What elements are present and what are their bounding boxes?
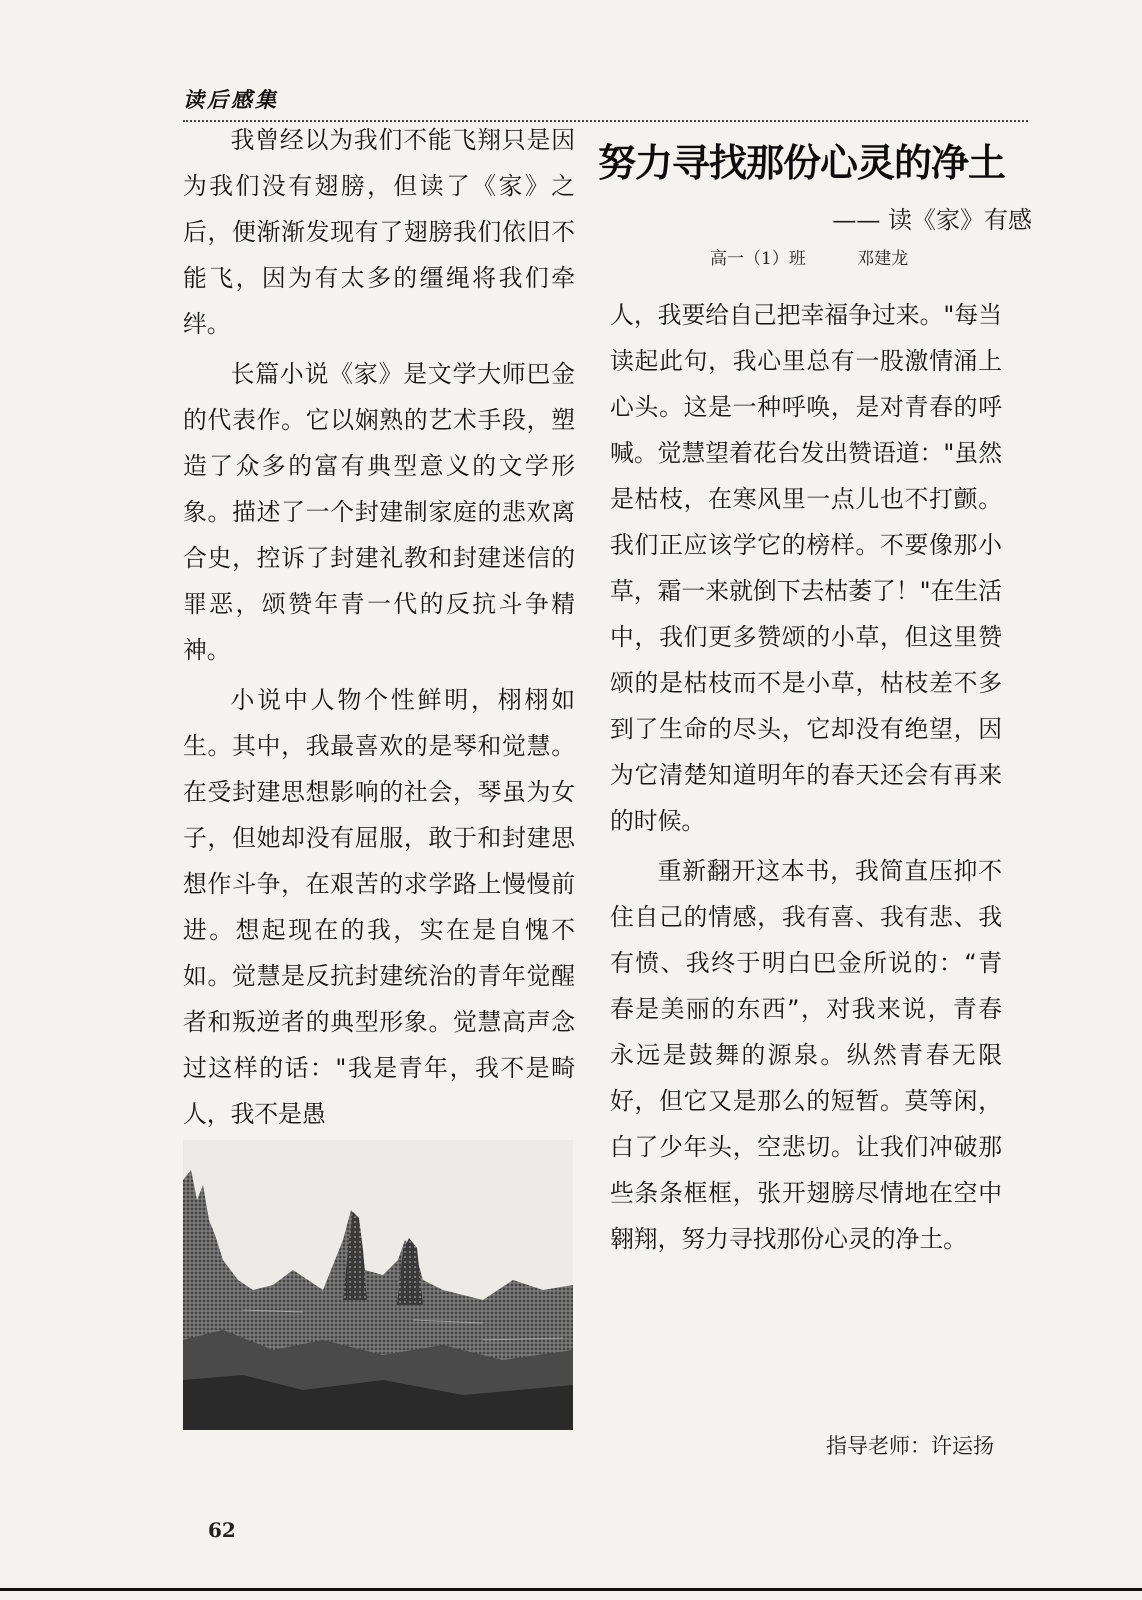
article-title: 努力寻找那份心灵的净土 xyxy=(598,141,1006,185)
right-column xyxy=(610,292,1002,1266)
paragraph: 人，我要给自己把幸福争过来。"每当读起此句，我心里总有一股激情涌上心头。这是一种呼唤，是对青春的呼喊。觉慧望着花台发出赞语道："虽然是枯枝，在寒风里一点儿也不打颤。我们正应该学它的榜样。不要像那小草，霜一来就倒下去枯萎了！"在生活中，我们更多赞颂的小草，但这里赞颂的是枯枝而不是小草，枯枝差不多到了生命的尽头，它却没有绝望，因为它清楚知道明年的春天还会有再来的时候。 xyxy=(610,301,1002,835)
paragraph: 我曾经以为我们不能飞翔只是因为我们没有翅膀，但读了《家》之后，便渐渐发现有了翅膀我们依旧不能飞，因为有太多的缰绳将我们牵绊。 xyxy=(183,126,575,338)
paragraph: 重新翻开这本书，我简直压抑不住自己的情感，我有喜、我有悲、我有愤、我终于明白巴金所说的：“青春是美丽的东西”，对我来说，青春永远是鼓舞的源泉。纵然青春无限好，但它又是那么的短暂。莫等闲，白了少年头，空悲切。让我们冲破那些条条框框，张开翅膀尽情地在空中翱翔，努力寻找那份心灵的净土。 xyxy=(610,857,1002,1253)
rocky-cliffs-photo xyxy=(183,1140,573,1430)
article-subtitle: —— 读《家》有感 xyxy=(832,206,1032,234)
left-column xyxy=(183,117,575,1141)
cliff-illustration xyxy=(183,1140,573,1430)
bottom-border xyxy=(0,1588,1142,1591)
paragraph: 长篇小说《家》是文学大师巴金的代表作。它以娴熟的艺术手段，塑造了众多的富有典型意义的文学形象。描述了一个封建制家庭的悲欢离合史，控诉了封建礼教和封建迷信的罪恶，颂赞年青一代的反抗斗争精神。 xyxy=(183,360,575,664)
page-number: 62 xyxy=(208,1518,236,1542)
author-name: 邓建龙 xyxy=(857,249,909,269)
byline xyxy=(710,244,954,269)
teacher-credit: 指导老师：许运扬 xyxy=(826,1434,994,1458)
author-class: 高一（1）班 xyxy=(710,249,806,269)
paragraph: 小说中人物个性鲜明，栩栩如生。其中，我最喜欢的是琴和觉慧。在受封建思想影响的社会，琴虽为女子，但她却没有屈服，敢于和封建思想作斗争，在艰苦的求学路上慢慢前进。想起现在的我，实在是自愧不如。觉慧是反抗封建统治的青年觉醒者和叛逆者的典型形象。觉慧高声念过这样的话："我是青年，我不是畸人，我不是愚 xyxy=(183,686,575,1128)
section-label: 读后感集 xyxy=(183,87,279,112)
